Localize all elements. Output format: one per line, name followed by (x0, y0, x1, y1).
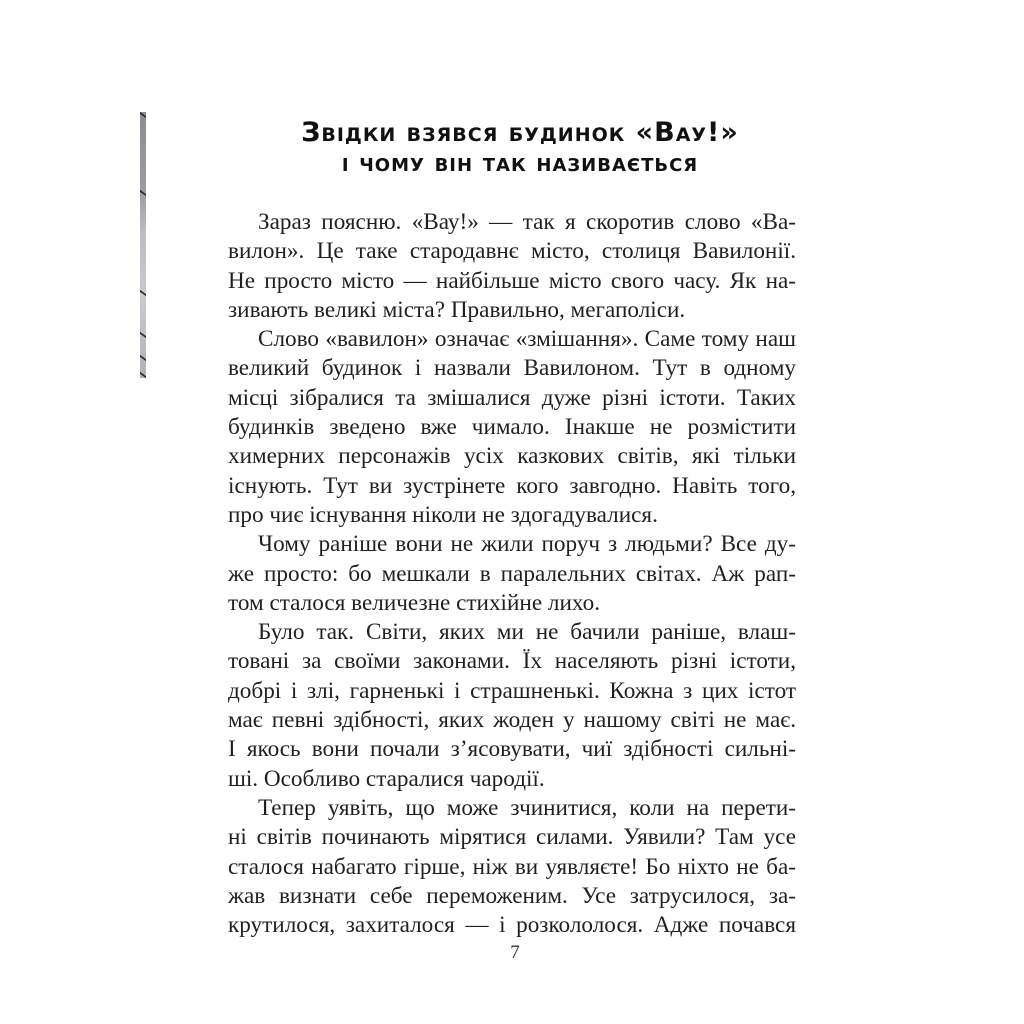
text-line: ші. Особливо старалися чародії. (228, 765, 545, 792)
text-line: про чиє існування ніколи не здогадувалися. (228, 501, 658, 528)
text-line: має певні здібності, яких жоден у нашому світі не має. (228, 707, 796, 734)
edge-mark (140, 355, 146, 361)
chapter-body (228, 208, 796, 940)
text-line: том сталося величезне стихійне лихо. (228, 589, 600, 616)
edge-mark (140, 332, 146, 338)
text-line: химерних персонажів усіх казкових світів, які тільки (228, 443, 796, 470)
text-line: жав визнати себе переможеним. Усе затрусилося, за- (228, 882, 796, 909)
edge-mark (140, 190, 146, 196)
page-number: 7 (510, 942, 520, 963)
chapter-title-line-2: і чому він так називається (341, 148, 699, 177)
text-line: місці зібралися та змішалися дуже різні істоти. Таких (228, 384, 796, 411)
text-line: будинків зведено вже чимало. Інакше не розмістити (228, 414, 796, 441)
text-line: крутилося, захиталося — і розкололося. Адже почався (228, 912, 796, 939)
text-line: же просто: бо мешкали в паралельних світах. Аж рап- (228, 560, 796, 587)
text-line: Тепер уявіть, що може зчинитися, коли на перети- (258, 794, 796, 821)
text-line: Слово «вавилон» означає «змішання». Саме тому наш (258, 326, 796, 353)
edge-mark (140, 112, 146, 118)
text-line: вилон». Це таке стародавнє місто, столиця Вавилонії. (228, 238, 796, 265)
chapter-title-line-1: Звідки взявся будинок «Вау!» (301, 117, 739, 148)
text-line: існують. Тут ви зустрінете кого завгодно. Навіть того, (228, 472, 796, 499)
text-line: Не просто місто — найбільше місто свого часу. Як на- (228, 267, 796, 294)
text-line: ні світів починають мірятися силами. Уявили? Там усе (228, 824, 796, 851)
chapter-title (250, 118, 790, 178)
text-line: Зараз поясню. «Вау!» — так я скоротив слово «Ва- (258, 209, 796, 235)
edge-mark (140, 372, 146, 378)
text-line: великий будинок і назвали Вавилоном. Тут в одному (228, 355, 796, 382)
text-line: зивають великі міста? Правильно, мегаполіси. (228, 296, 686, 323)
page-edge-decoration (140, 112, 146, 378)
edge-mark (140, 290, 146, 296)
text-line: Чому раніше вони не жили поруч з людьми? Все ду- (258, 531, 796, 558)
text-line: Було так. Світи, яких ми не бачили раніше, влаш- (258, 619, 796, 646)
text-line: І якось вони почали з’ясовувати, чиї здібності сильні- (228, 736, 796, 763)
text-line: товані за своїми законами. Їх населяють різні істоти, (228, 648, 796, 675)
text-line: сталося набагато гірше, ніж ви уявляєте! Бо ніхто не ба- (228, 853, 796, 880)
text-line: добрі і злі, гарненькі і страшненькі. Кожна з цих істот (228, 677, 796, 704)
